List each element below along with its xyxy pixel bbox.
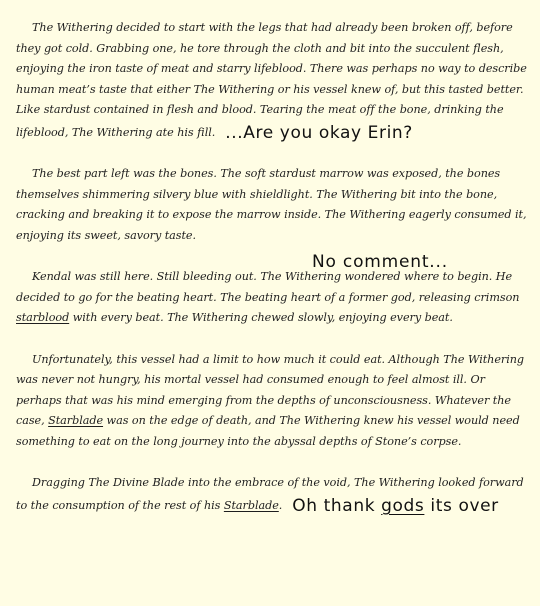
paragraph-3	[16, 267, 528, 329]
paragraph-4-text-b: was on the edge of death, and The Withering knew his vessel would need something to eat on the long journey into the abyssal depths of Stone’s corpse.	[16, 414, 520, 448]
paragraph-1	[16, 18, 528, 144]
handwritten-note-erin: ...Are you okay Erin?	[225, 122, 413, 143]
paragraph-5-text-b: .	[278, 498, 283, 512]
handwritten-note-end	[292, 496, 498, 516]
paragraph-2	[16, 164, 528, 246]
paragraph-4	[16, 350, 528, 453]
starblood-underlined-term: starblood	[16, 311, 70, 325]
paragraph-2-text: The best part left was the bones. The soft stardust marrow was exposed, the bones themselves shimmering silvery blue with shieldlight. The Withering bit into the bone, cracking and breaking it to expose the marrow inside. The Withering eagerly consumed it, enjoying its sweet, savory taste.	[16, 167, 527, 242]
story-text	[16, 18, 528, 537]
end-note-text-b: its over	[424, 495, 499, 516]
paragraph-3-text-a: Kendal was still here. Still bleeding out. The Withering wondered where to begin. He decided to go for the beating heart. The beating heart of a former god, releasing crimson	[16, 270, 520, 304]
starblade-underlined-term: Starblade	[48, 414, 104, 428]
paragraph-5	[16, 473, 528, 516]
paragraph-5-text-a: Dragging The Divine Blade into the embrace of the void, The Withering looked forward to the consumption of the rest of his	[16, 476, 524, 512]
end-note-text-a: Oh thank	[292, 495, 382, 516]
paragraph-3-text-b: with every beat. The Withering chewed slowly, enjoying every beat.	[69, 311, 453, 325]
paragraph-4-text-a: Unfortunately, this vessel had a limit to how much it could eat. Although The Withering was never not hungry, his mortal vessel had consumed enough to feel almost ill. Or perhaps that was his mind emerging from the depths of unconsciousness. Whatever the case,	[16, 352, 524, 428]
starblade-underlined-term-2: Starblade	[223, 498, 279, 512]
paragraph-1-text: The Withering decided to start with the legs that had already been broken off, before they got cold. Grabbing one, he tore through the cloth and bit into the succulent flesh, enjoying the iron taste of meat and starry lifeblood. There was perhaps no way to describe human meat’s taste that either The Withering or his vessel knew of, but this tasted better. Like stardust contained in flesh and blood. Tearing the meat off the bone, drinking the lifeblood, The Withering ate his fill.	[16, 21, 527, 139]
handwritten-note-no-comment: No comment...	[312, 252, 448, 272]
end-note-gods: gods	[381, 495, 425, 516]
